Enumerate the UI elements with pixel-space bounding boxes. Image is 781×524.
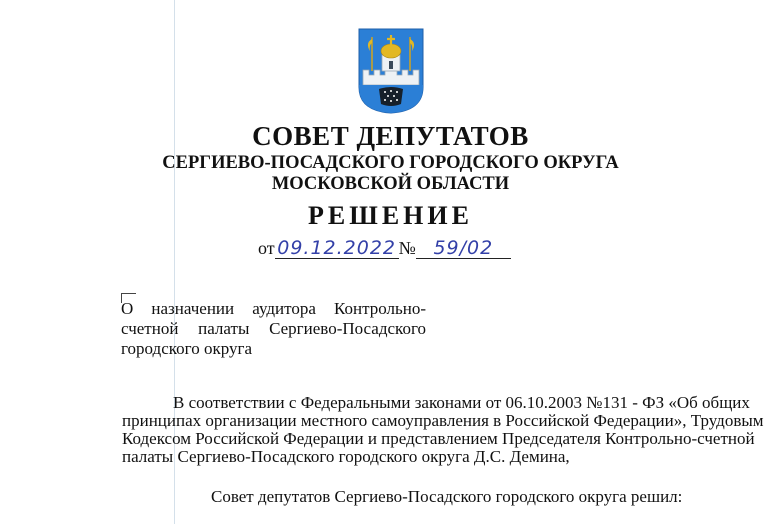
document-type-title: РЕШЕНИЕ (308, 201, 473, 230)
paragraph-line: палаты Сергиево-Посадского городского округа Д.С. Демина, (122, 447, 570, 466)
handwritten-number: 59/02 (416, 238, 511, 259)
resolution-line: Совет депутатов Сергиево-Посадского городского округа решил: (211, 487, 683, 506)
subject-line: О назначении аудитора Контрольно- (121, 299, 426, 318)
district-title-line-2: МОСКОВСКОЙ ОБЛАСТИ (271, 174, 510, 194)
paragraph-line: Кодексом Российской Федерации и представлением Председателя Контрольно-счетной (122, 429, 755, 448)
preamble-paragraph (122, 393, 764, 466)
number-sign: № (398, 238, 416, 258)
paragraph-line: В соответствии с Федеральными законами от 06.10.2003 №131 - ФЗ «Об общих (173, 393, 750, 412)
council-title: СОВЕТ ДЕПУТАТОВ (252, 121, 529, 151)
handwritten-date: 09.12.2022 (275, 238, 399, 259)
district-title-line-1: СЕРГИЕВО-ПОСАДСКОГО ГОРОДСКОГО ОКРУГА (162, 153, 619, 173)
subject-line: городского округа (121, 339, 253, 358)
decision-dateline (258, 238, 511, 259)
coat-of-arms-icon (357, 27, 425, 115)
date-prefix: от (258, 238, 275, 258)
decision-subject (121, 299, 426, 359)
paragraph-line: принципах организации местного самоуправления в Российской Федерации», Трудовым (122, 411, 764, 430)
subject-line: счетной палаты Сергиево-Посадского (121, 319, 426, 338)
